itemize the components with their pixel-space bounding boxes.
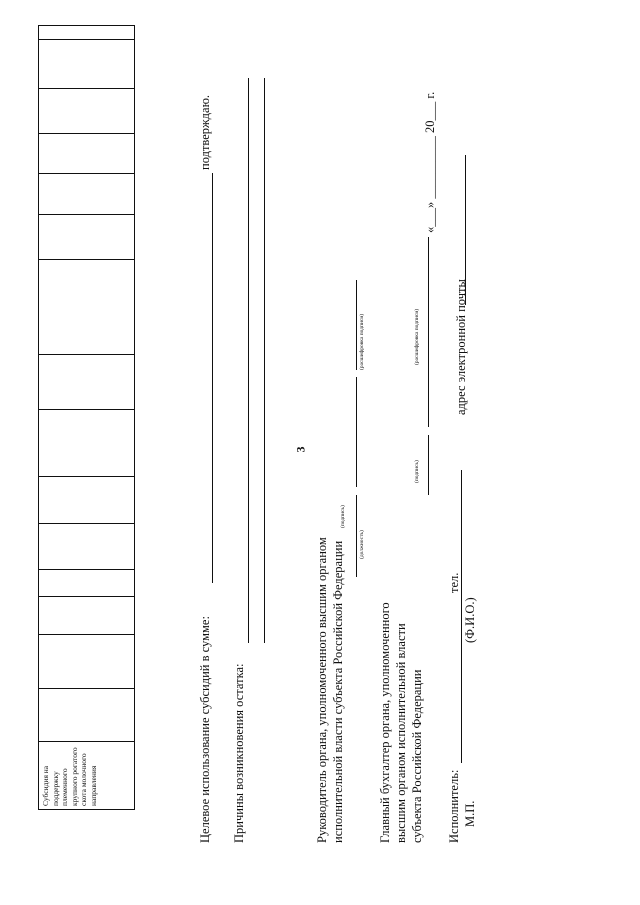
table-cell — [39, 173, 134, 214]
reasons-label: Причины возникновения остатка: — [232, 663, 246, 843]
reasons-line-2 — [264, 78, 265, 643]
table-cell — [39, 476, 134, 523]
table-header-cell — [39, 741, 134, 809]
subsidy-table — [38, 25, 135, 810]
table-cell — [39, 259, 134, 354]
table-cell — [39, 133, 134, 174]
signature-caption-accountant: (подпись) — [414, 460, 420, 483]
phone-label: тел. — [447, 572, 461, 593]
executor-label: Исполнитель: — [447, 769, 461, 843]
table-first-cell-text: Субсидия на поддержку племенного крупного рогатого скота молочного направления — [41, 747, 98, 806]
accountant-signature-line — [428, 435, 429, 495]
table-cell — [39, 596, 134, 634]
email-line — [465, 155, 466, 305]
head-decoding-line — [356, 280, 357, 370]
accountant-title-line2: высшим органом исполнительной власти — [394, 623, 408, 843]
amount-line — [212, 173, 213, 583]
table-cell — [39, 634, 134, 688]
page-number: 3 — [293, 446, 308, 453]
phone-line — [461, 470, 462, 570]
accountant-title-line3: субъекта Российской Федерации — [410, 669, 424, 843]
stamp-label: М.П. — [463, 800, 477, 827]
table-cell — [39, 39, 134, 88]
table-cell — [39, 26, 134, 39]
reasons-line-1 — [248, 78, 249, 643]
head-title-line2: исполнительной власти субъекта Российской Федерации — [331, 540, 345, 843]
email-label: адрес электронной почты — [454, 279, 468, 415]
decoding-caption-accountant: (расшифровка подписи) — [414, 308, 420, 365]
signature-caption-head: (подпись) — [340, 505, 346, 528]
accountant-title-line1: Главный бухгалтер органа, уполномоченного — [378, 602, 392, 843]
decoding-caption-head: (расшифровка подписи) — [359, 313, 365, 370]
position-caption: (должность) — [359, 530, 365, 559]
table-cell — [39, 88, 134, 133]
table-cell — [39, 409, 134, 477]
accountant-decoding-line — [428, 237, 429, 427]
head-signature-line — [356, 377, 357, 487]
target-use-suffix: подтверждаю. — [198, 94, 212, 170]
signature-date: «___» __________ 20___ г. — [423, 91, 437, 233]
table-cell — [39, 354, 134, 408]
table-cell — [39, 688, 134, 740]
fio-label: (Ф.И.О.) — [463, 597, 477, 643]
target-use-label: Целевое использование субсидий в сумме: — [198, 616, 212, 843]
table-cell — [39, 523, 134, 568]
table-cell — [39, 569, 134, 596]
table-cell — [39, 214, 134, 259]
head-title-line1: Руководитель органа, уполномоченного высшим органом — [315, 537, 329, 843]
head-position-line — [356, 495, 357, 577]
